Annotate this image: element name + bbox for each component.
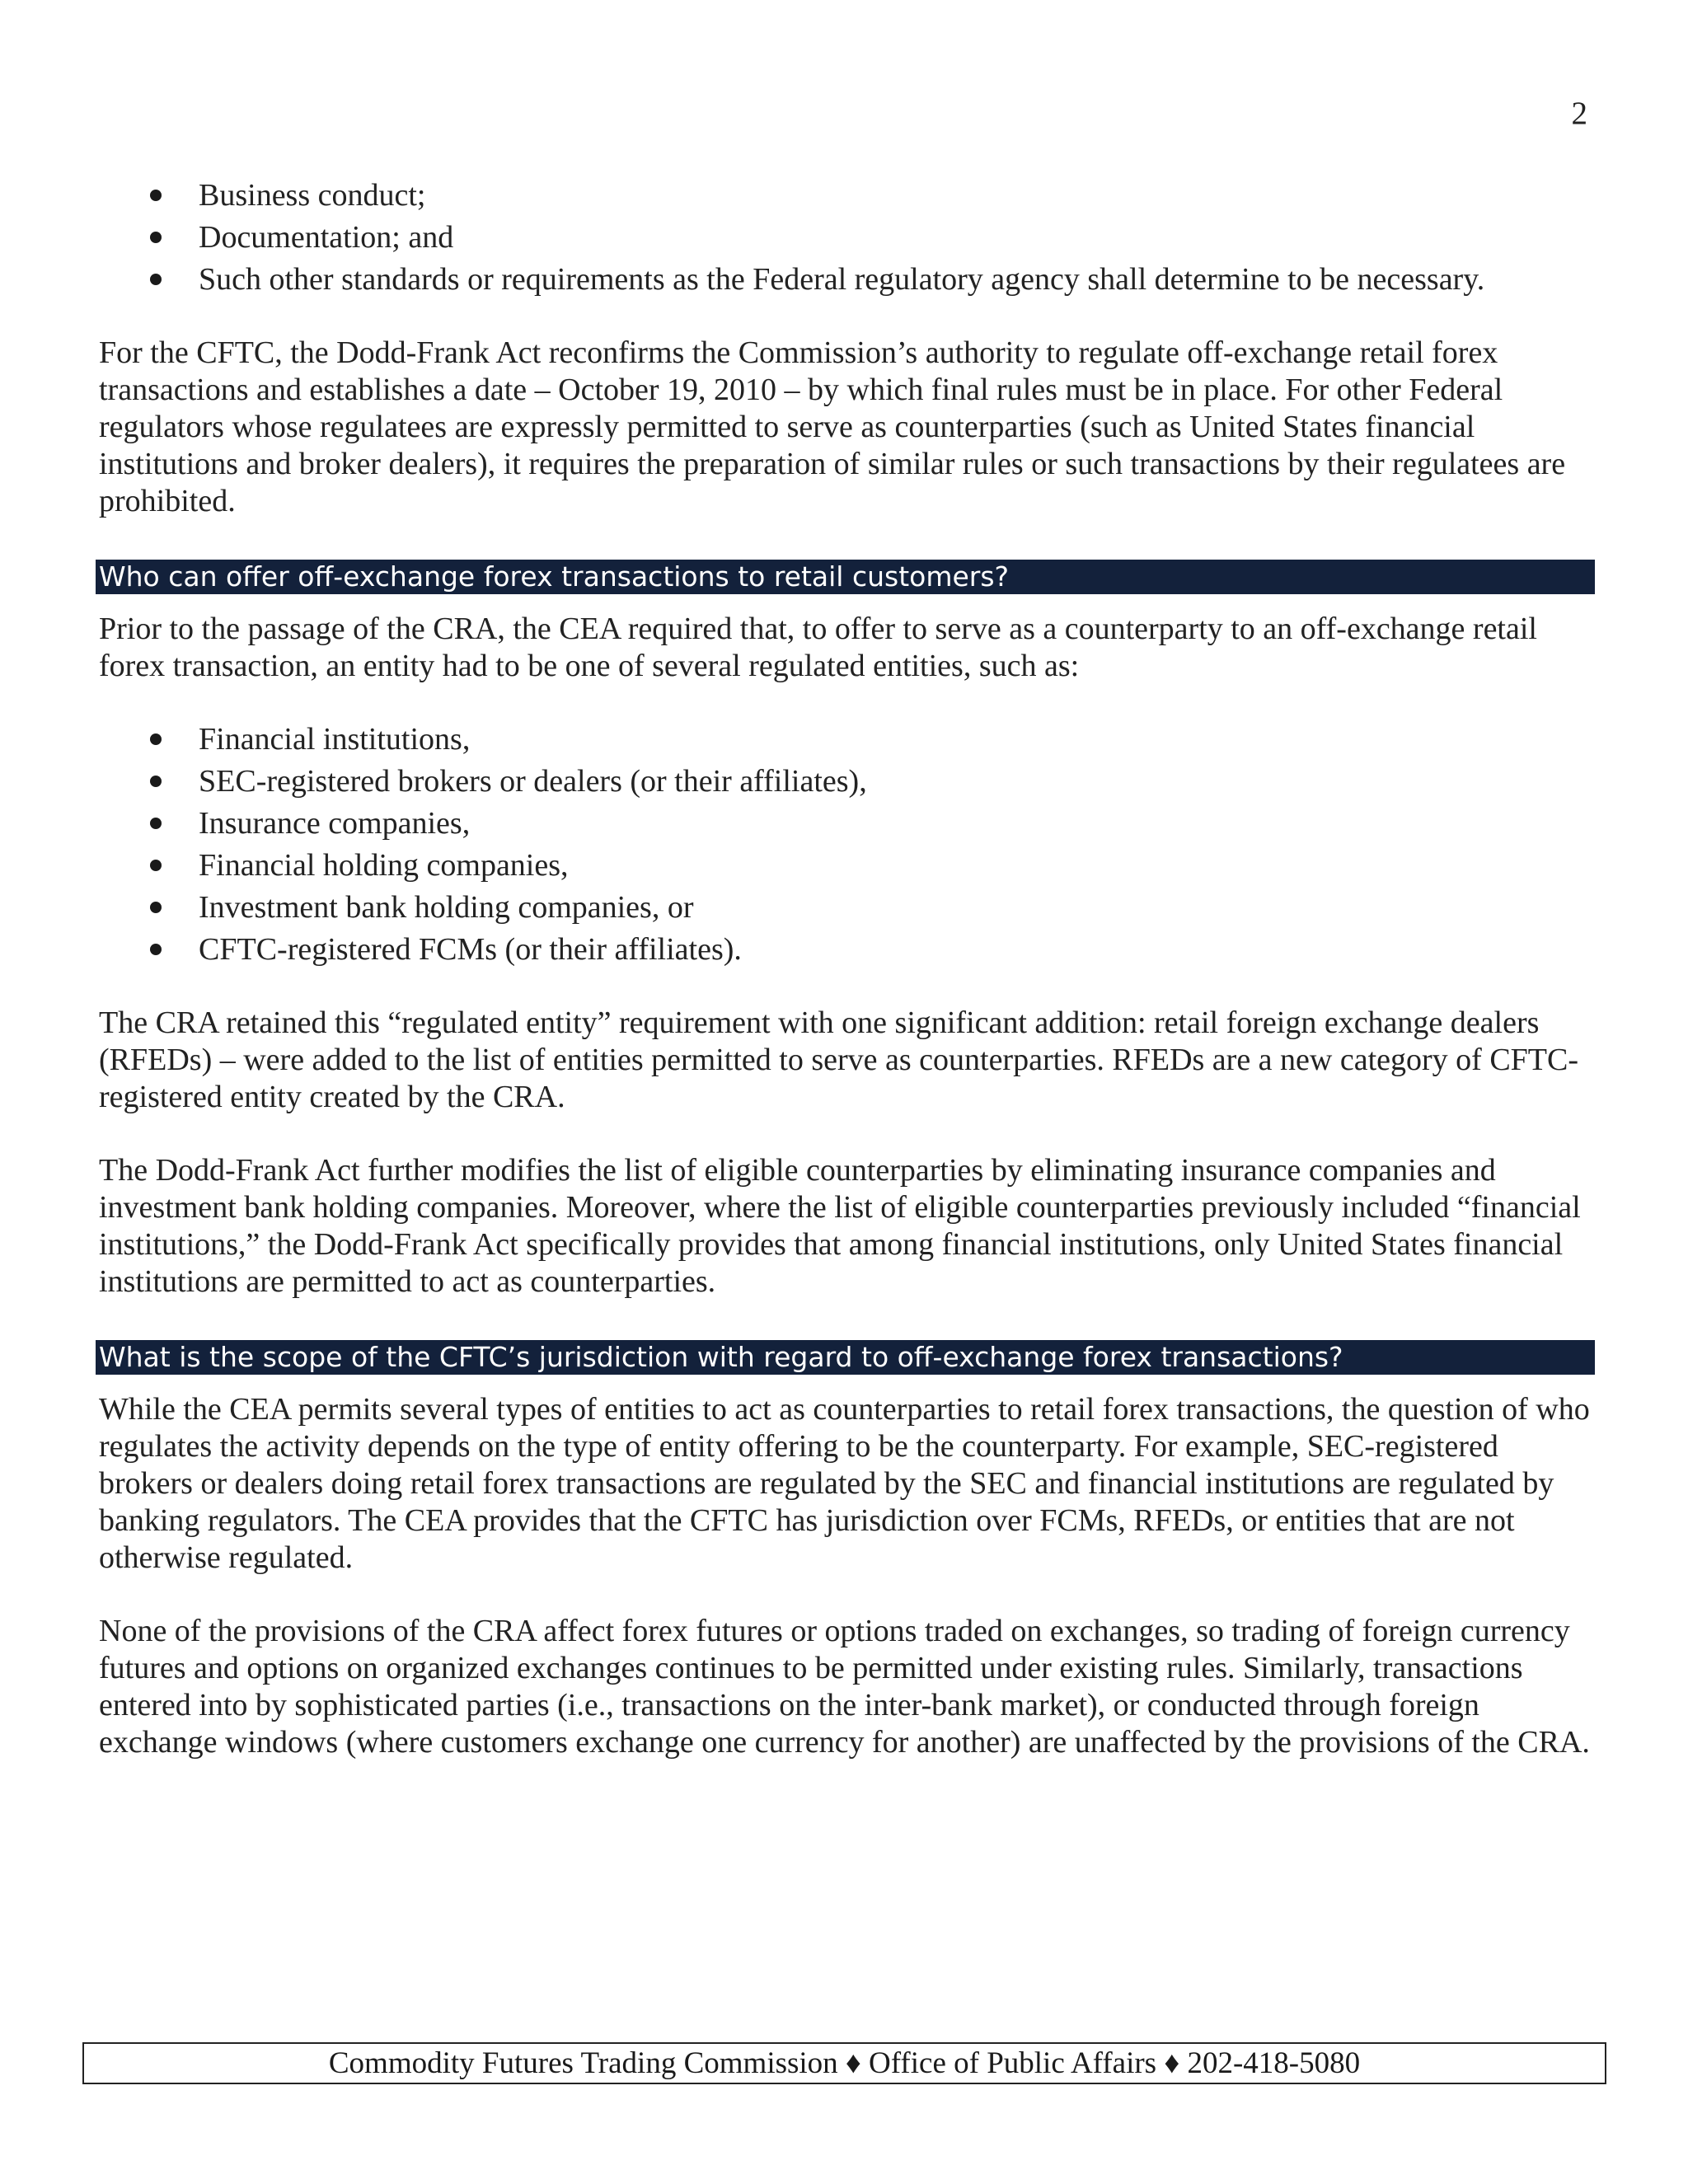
list-item: Investment bank holding companies, or [99, 889, 1595, 926]
paragraph-dodd-frank-modifies: The Dodd-Frank Act further modifies the list of eligible counterparties by eliminating insurance companies and investment bank holding companies. Moreover, where the list of eligible counterparties previously included “financial institutions,” the Dodd-Frank Act specifically provides that among financial institutions, only United States financial institutions are permitted to act as counterparties. [99, 1153, 1581, 1299]
list-item: Documentation; and [99, 219, 1595, 256]
bullet-icon [150, 902, 162, 913]
bullet-icon [150, 733, 162, 745]
entity-bullet-list [99, 721, 1595, 968]
list-item: Financial holding companies, [99, 847, 1595, 884]
bullet-icon [150, 776, 162, 787]
paragraph-prior-to-cra: Prior to the passage of the CRA, the CEA required that, to offer to serve as a counterparty to an off-exchange retail forex transaction, an entity had to be one of several regulated entities, such as: [99, 612, 1537, 683]
bullet-icon [150, 818, 162, 829]
bullet-icon [150, 944, 162, 955]
list-item: Business conduct; [99, 177, 1595, 214]
paragraph-none-of-provisions: None of the provisions of the CRA affect forex futures or options traded on exchanges, so trading of foreign currency futures and options on organized exchanges continues to be permitted under existing rules. Similarly, transactions entered into by sophisticated parties (i.e., transactions on the inter-bank market), or conducted through foreign exchange windows (where customers exchange one currency for another) are unaffected by the provisions of the CRA. [99, 1614, 1590, 1760]
paragraph-cra-retained: The CRA retained this “regulated entity” requirement with one significant addition: retail foreign exchange dealers (RFEDs) – were added to the list of entities permitted to serve as counterparties. RFEDs are a new category of CFTC-registered entity created by the CRA. [99, 1005, 1579, 1114]
list-item: CFTC-registered FCMs (or their affiliates). [99, 931, 1595, 968]
page-number: 2 [1571, 96, 1587, 131]
list-item: SEC-registered brokers or dealers (or their affiliates), [99, 763, 1595, 800]
bullet-icon [150, 274, 162, 285]
bullet-icon [150, 232, 162, 243]
paragraph-while-cea-permits: While the CEA permits several types of entities to act as counterparties to retail forex transactions, the question of who regulates the activity depends on the type of entity offering to be the counterparty. For example, SEC-registered brokers or dealers doing retail forex transactions are regulated by the SEC and financial institutions are regulated by banking regulators. The CEA provides that the CFTC has jurisdiction over FCMs, RFEDs, or entities that are not otherwise regulated. [99, 1392, 1590, 1575]
document-body [99, 177, 1595, 1761]
bullet-icon [150, 190, 162, 201]
list-item: Such other standards or requirements as the Federal regulatory agency shall determine to be necessary. [99, 261, 1595, 298]
list-item: Financial institutions, [99, 721, 1595, 758]
paragraph-cftc: For the CFTC, the Dodd-Frank Act reconfirms the Commission’s authority to regulate off-exchange retail forex transactions and establishes a date – October 19, 2010 – by which final rules must be in place. For other Federal regulators whose regulatees are expressly permitted to serve as counterparties (such as United States financial institutions and broker dealers), it requires the preparation of similar rules or such transactions by their regulatees are prohibited. [99, 335, 1566, 518]
section-heading-scope-of-jurisdiction: What is the scope of the CFTC’s jurisdiction with regard to off-exchange forex transactions? [96, 1340, 1595, 1375]
footer: Commodity Futures Trading Commission ♦ Office of Public Affairs ♦ 202-418-5080 [82, 2042, 1606, 2084]
intro-bullet-list [99, 177, 1595, 298]
bullet-icon [150, 860, 162, 871]
section-heading-who-can-offer: Who can offer off-exchange forex transactions to retail customers? [96, 560, 1595, 594]
list-item: Insurance companies, [99, 805, 1595, 842]
